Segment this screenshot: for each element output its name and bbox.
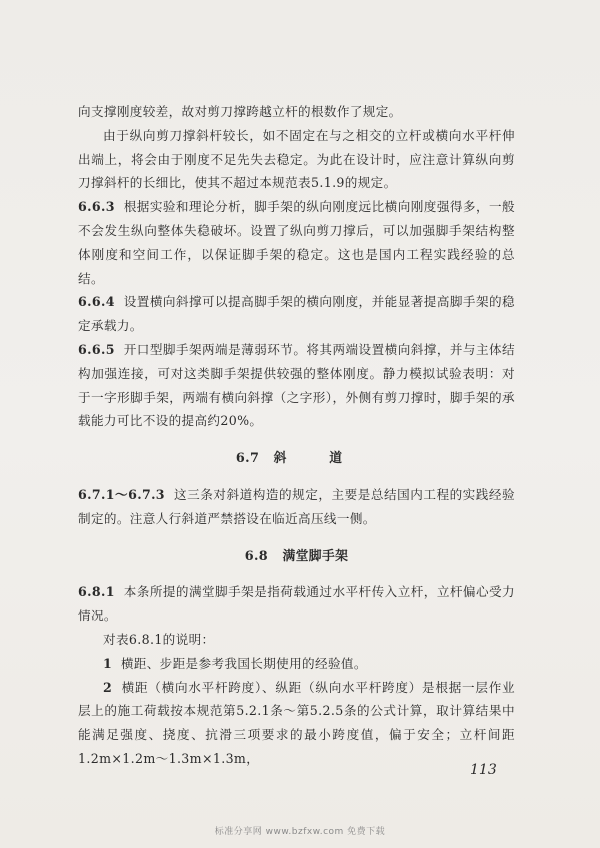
section-heading-6-7 — [78, 447, 515, 471]
clause-6-6-4 — [78, 290, 515, 338]
clause-number: 6.8.1 — [78, 584, 115, 600]
clause-6-6-3 — [78, 195, 515, 290]
clause-text: 本条所提的满堂脚手架是指荷载通过水平杆传入立杆，立杆偏心受力情况。 — [78, 584, 515, 624]
clause-6-6-5 — [78, 338, 515, 433]
paragraph: 由于纵向剪刀撑斜杆较长，如不固定在与之相交的立杆或横向水平杆伸出端上，将会由于刚度不足先失去稳定。为此在设计时，应注意计算纵向剪刀撑斜杆的长细比，使其不超过本规范表5.1.9的规定。 — [78, 127, 515, 191]
section-title: 满堂脚手架 — [282, 548, 349, 564]
section-number: 6.8 — [244, 548, 269, 564]
watermark-text: 标准分享网 www.bzfxw.com 免费下载 — [214, 827, 386, 837]
clause-number: 6.6.4 — [78, 294, 115, 310]
item-number: 2 — [103, 679, 113, 695]
paragraph: 对表6.8.1的说明： — [103, 631, 215, 647]
clause-number: 6.7.1～6.7.3 — [78, 486, 165, 502]
paragraph-continuation: 向支撑刚度较差，故对剪刀撑跨越立杆的根数作了规定。 — [78, 104, 402, 119]
clause-6-7-1 — [78, 483, 515, 531]
clause-number: 6.6.5 — [78, 341, 115, 357]
section-number: 6.7 — [235, 451, 260, 467]
item-text: 横距、步距是参考我国长期使用的经验值。 — [120, 655, 367, 671]
item-number: 1 — [103, 655, 113, 671]
clause-number: 6.6.3 — [78, 199, 115, 215]
document-body — [78, 100, 515, 771]
page-number: 113 — [470, 762, 497, 778]
section-heading-6-8 — [78, 545, 515, 569]
item-text: 横距（横向水平杆跨度）、纵距（纵向水平杆跨度）是根据一层作业层上的施工荷载按本规范第5.2.1条～第5.2.5条的公式计算，取计算结果中能满足强度、挠度、抗滑三项要求的最小跨度值，偏于安全；立杆间距1.2m×1.2m～1.3m×1.3m， — [78, 679, 515, 766]
list-item-1 — [78, 652, 515, 676]
clause-text: 开口型脚手架两端是薄弱环节。将其两端设置横向斜撑，并与主体结构加强连接，可对这类脚手架提供较强的整体刚度。静力模拟试验表明：对于一字形脚手架，两端有横向斜撑（之字形），外侧有剪刀撑时，脚手架的承载能力可比不设的提高约20%。 — [78, 341, 515, 429]
clause-6-8-1 — [78, 580, 515, 628]
clause-text: 根据实验和理论分析，脚手架的纵向刚度远比横向刚度强得多，一般不会发生纵向整体失稳破坏。设置了纵向剪刀撑后，可以加强脚手架结构整体刚度和空间工作，以保证脚手架的稳定。这也是国内工程实践经验的总结。 — [78, 199, 515, 286]
clause-text: 这三条对斜道构造的规定，主要是总结国内工程的实践经验制定的。注意人行斜道严禁搭设在临近高压线一侧。 — [78, 486, 515, 526]
clause-text: 设置横向斜撑可以提高脚手架的横向刚度，并能显著提高脚手架的稳定承载力。 — [78, 294, 515, 334]
list-item-2 — [78, 676, 515, 771]
section-title: 斜 道 — [273, 451, 358, 467]
